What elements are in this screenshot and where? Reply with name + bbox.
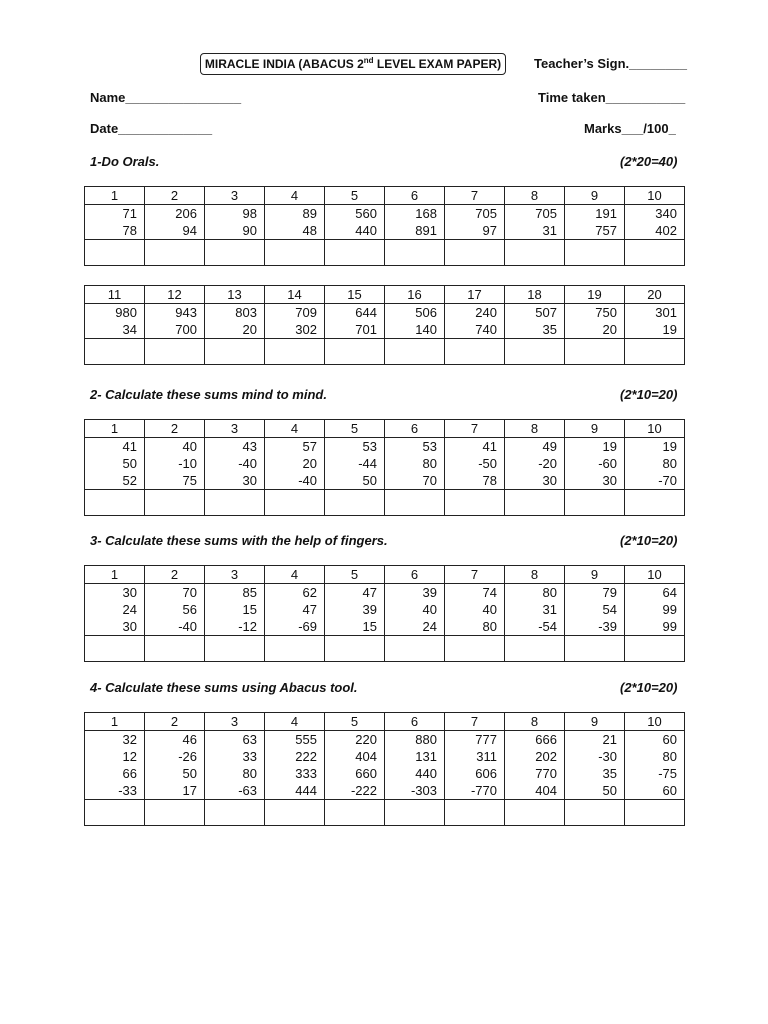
answer-cell [205, 636, 265, 662]
answer-cell [205, 339, 265, 365]
answer-cell [565, 339, 625, 365]
operand-cell: 202 [505, 748, 565, 765]
answer-cell [385, 490, 445, 516]
question-number: 4 [265, 566, 325, 584]
operand-cell: 222 [265, 748, 325, 765]
date-field: Date_____________ [90, 121, 213, 136]
question-number: 5 [325, 713, 385, 731]
answer-cell [265, 490, 325, 516]
operand-cell: 340 [625, 205, 685, 223]
teacher-sign-field: Teacher’s Sign.________ [534, 56, 687, 71]
operand-cell: 19 [625, 321, 685, 339]
operand-row [85, 618, 685, 636]
operand-cell: 78 [85, 222, 145, 240]
question-number: 6 [385, 566, 445, 584]
question-number: 1 [85, 187, 145, 205]
title-superscript: nd [363, 56, 374, 65]
operand-cell: 660 [325, 765, 385, 782]
question-number: 4 [265, 713, 325, 731]
operand-cell: 62 [265, 584, 325, 602]
answer-cell [445, 800, 505, 826]
operand-cell: 12 [85, 748, 145, 765]
operand-cell: 53 [385, 438, 445, 456]
operand-cell: 47 [325, 584, 385, 602]
operand-cell: -20 [505, 455, 565, 472]
answer-cell [145, 339, 205, 365]
operand-row [85, 765, 685, 782]
answer-cell [505, 339, 565, 365]
answer-cell [625, 490, 685, 516]
operand-cell: 60 [625, 782, 685, 800]
section-4-title: 4- Calculate these sums using Abacus tool. [90, 680, 358, 695]
answer-cell [565, 800, 625, 826]
question-number: 3 [205, 713, 265, 731]
question-number: 3 [205, 187, 265, 205]
operand-cell: 94 [145, 222, 205, 240]
operand-cell: -54 [505, 618, 565, 636]
operand-cell: 50 [565, 782, 625, 800]
operand-cell: 97 [445, 222, 505, 240]
operand-cell: 20 [265, 455, 325, 472]
operand-cell: 32 [85, 731, 145, 749]
operand-cell: 770 [505, 765, 565, 782]
question-number: 8 [505, 420, 565, 438]
operand-cell: 666 [505, 731, 565, 749]
answer-row [85, 490, 685, 516]
operand-row [85, 205, 685, 223]
operand-cell: 24 [385, 618, 445, 636]
operand-row [85, 782, 685, 800]
operand-cell: 140 [385, 321, 445, 339]
operand-cell: 70 [385, 472, 445, 490]
question-number: 10 [625, 187, 685, 205]
answer-cell [85, 240, 145, 266]
operand-cell: 54 [565, 601, 625, 618]
answer-cell [625, 240, 685, 266]
operand-cell: -63 [205, 782, 265, 800]
operand-cell: -40 [265, 472, 325, 490]
question-number-row [85, 420, 685, 438]
operand-cell: 80 [625, 455, 685, 472]
operand-cell: 57 [265, 438, 325, 456]
answer-cell [85, 339, 145, 365]
operand-cell: 705 [445, 205, 505, 223]
answer-cell [505, 800, 565, 826]
question-number: 16 [385, 286, 445, 304]
question-number: 2 [145, 566, 205, 584]
operand-cell: 301 [625, 304, 685, 322]
operand-cell: 705 [505, 205, 565, 223]
operand-cell: 803 [205, 304, 265, 322]
answer-cell [145, 636, 205, 662]
answer-cell [625, 339, 685, 365]
operand-cell: 20 [205, 321, 265, 339]
answer-cell [205, 240, 265, 266]
question-number: 7 [445, 566, 505, 584]
operand-cell: -75 [625, 765, 685, 782]
question-number: 9 [565, 713, 625, 731]
operand-row [85, 222, 685, 240]
answer-cell [565, 490, 625, 516]
question-number: 5 [325, 566, 385, 584]
operand-cell: 701 [325, 321, 385, 339]
operand-cell: 49 [505, 438, 565, 456]
question-number-row [85, 187, 685, 205]
operand-cell: 99 [625, 618, 685, 636]
question-number: 14 [265, 286, 325, 304]
operand-cell: 644 [325, 304, 385, 322]
operand-cell: 41 [445, 438, 505, 456]
operand-cell: -70 [625, 472, 685, 490]
answer-cell [145, 800, 205, 826]
question-number: 13 [205, 286, 265, 304]
operand-cell: 506 [385, 304, 445, 322]
operand-cell: 777 [445, 731, 505, 749]
answer-cell [445, 490, 505, 516]
answer-cell [385, 240, 445, 266]
operand-cell: 220 [325, 731, 385, 749]
operand-cell: 75 [145, 472, 205, 490]
mind-to-mind-table [84, 419, 685, 516]
question-number: 6 [385, 187, 445, 205]
question-number: 1 [85, 713, 145, 731]
operand-cell: 30 [205, 472, 265, 490]
operand-cell: 40 [385, 601, 445, 618]
question-number: 17 [445, 286, 505, 304]
operand-cell: 70 [145, 584, 205, 602]
operand-cell: 302 [265, 321, 325, 339]
operand-cell: 43 [205, 438, 265, 456]
operand-cell: 750 [565, 304, 625, 322]
operand-row [85, 748, 685, 765]
operand-row [85, 304, 685, 322]
operand-cell: 39 [325, 601, 385, 618]
operand-cell: 34 [85, 321, 145, 339]
question-number: 8 [505, 566, 565, 584]
answer-cell [85, 800, 145, 826]
operand-cell: 41 [85, 438, 145, 456]
section-1-title: 1-Do Orals. [90, 154, 160, 169]
operand-cell: 15 [325, 618, 385, 636]
section-2-marks: (2*10=20) [620, 387, 678, 402]
section-3-title: 3- Calculate these sums with the help of fingers. [90, 533, 388, 548]
answer-cell [205, 800, 265, 826]
operand-cell: 80 [385, 455, 445, 472]
operand-cell: 700 [145, 321, 205, 339]
operand-cell: 74 [445, 584, 505, 602]
operand-cell: 404 [505, 782, 565, 800]
operand-cell: 880 [385, 731, 445, 749]
answer-cell [85, 636, 145, 662]
question-number: 15 [325, 286, 385, 304]
answer-cell [505, 490, 565, 516]
answer-cell [445, 339, 505, 365]
operand-cell: 30 [505, 472, 565, 490]
answer-row [85, 800, 685, 826]
operand-cell: 90 [205, 222, 265, 240]
answer-cell [505, 240, 565, 266]
operand-row [85, 455, 685, 472]
question-number: 19 [565, 286, 625, 304]
operand-cell: 63 [205, 731, 265, 749]
operand-cell: 79 [565, 584, 625, 602]
operand-cell: -50 [445, 455, 505, 472]
operand-cell: 20 [565, 321, 625, 339]
operand-cell: 757 [565, 222, 625, 240]
section-1-marks: (2*20=40) [620, 154, 678, 169]
title-text: MIRACLE INDIA (ABACUS 2 [204, 57, 364, 71]
operand-cell: 440 [385, 765, 445, 782]
abacus-tool-table [84, 712, 685, 826]
question-number: 2 [145, 713, 205, 731]
question-number: 7 [445, 187, 505, 205]
operand-cell: -303 [385, 782, 445, 800]
operand-cell: 60 [625, 731, 685, 749]
answer-cell [265, 240, 325, 266]
operand-cell: -44 [325, 455, 385, 472]
question-number: 4 [265, 420, 325, 438]
section-2-title: 2- Calculate these sums mind to mind. [90, 387, 327, 402]
answer-cell [445, 240, 505, 266]
operand-cell: 53 [325, 438, 385, 456]
question-number: 2 [145, 187, 205, 205]
operand-cell: 56 [145, 601, 205, 618]
answer-cell [325, 339, 385, 365]
operand-cell: 31 [505, 601, 565, 618]
operand-cell: 15 [205, 601, 265, 618]
answer-cell [145, 240, 205, 266]
operand-cell: 24 [85, 601, 145, 618]
operand-cell: 89 [265, 205, 325, 223]
operand-cell: 31 [505, 222, 565, 240]
answer-cell [325, 800, 385, 826]
question-number: 9 [565, 187, 625, 205]
answer-cell [325, 636, 385, 662]
answer-cell [565, 240, 625, 266]
operand-cell: 50 [325, 472, 385, 490]
operand-cell: 98 [205, 205, 265, 223]
operand-cell: 131 [385, 748, 445, 765]
operand-cell: 555 [265, 731, 325, 749]
answer-cell [265, 800, 325, 826]
operand-cell: 50 [85, 455, 145, 472]
operand-cell: 99 [625, 601, 685, 618]
answer-cell [265, 339, 325, 365]
question-number: 4 [265, 187, 325, 205]
operand-cell: -60 [565, 455, 625, 472]
operand-cell: 17 [145, 782, 205, 800]
operand-cell: 891 [385, 222, 445, 240]
marks-field: Marks___/100_ [584, 121, 676, 136]
orals-table-2 [84, 285, 685, 365]
operand-cell: 33 [205, 748, 265, 765]
operand-cell: -30 [565, 748, 625, 765]
answer-cell [385, 636, 445, 662]
operand-cell: -26 [145, 748, 205, 765]
question-number: 18 [505, 286, 565, 304]
question-number: 3 [205, 420, 265, 438]
question-number: 5 [325, 420, 385, 438]
operand-cell: 943 [145, 304, 205, 322]
answer-cell [385, 339, 445, 365]
operand-cell: 80 [625, 748, 685, 765]
title-text-end: LEVEL EXAM PAPER) [373, 57, 502, 71]
answer-cell [265, 636, 325, 662]
answer-row [85, 240, 685, 266]
operand-cell: 606 [445, 765, 505, 782]
operand-cell: 19 [565, 438, 625, 456]
question-number: 8 [505, 187, 565, 205]
operand-cell: -10 [145, 455, 205, 472]
operand-cell: 21 [565, 731, 625, 749]
operand-row [85, 472, 685, 490]
answer-cell [625, 800, 685, 826]
operand-cell: 560 [325, 205, 385, 223]
operand-cell: 48 [265, 222, 325, 240]
question-number: 7 [445, 713, 505, 731]
operand-cell: 444 [265, 782, 325, 800]
operand-cell: 80 [205, 765, 265, 782]
operand-cell: 46 [145, 731, 205, 749]
answer-cell [385, 800, 445, 826]
operand-cell: -40 [205, 455, 265, 472]
question-number: 2 [145, 420, 205, 438]
operand-cell: 78 [445, 472, 505, 490]
question-number: 10 [625, 420, 685, 438]
fingers-table [84, 565, 685, 662]
operand-cell: 52 [85, 472, 145, 490]
operand-cell: 64 [625, 584, 685, 602]
question-number: 9 [565, 420, 625, 438]
question-number: 9 [565, 566, 625, 584]
answer-cell [325, 490, 385, 516]
answer-cell [625, 636, 685, 662]
question-number: 10 [625, 566, 685, 584]
operand-cell: 206 [145, 205, 205, 223]
operand-cell: 80 [445, 618, 505, 636]
operand-cell: 39 [385, 584, 445, 602]
operand-row [85, 584, 685, 602]
operand-cell: 191 [565, 205, 625, 223]
operand-cell: 40 [145, 438, 205, 456]
question-number: 20 [625, 286, 685, 304]
operand-cell: 19 [625, 438, 685, 456]
operand-cell: 980 [85, 304, 145, 322]
answer-cell [325, 240, 385, 266]
operand-cell: -770 [445, 782, 505, 800]
operand-cell: 168 [385, 205, 445, 223]
answer-cell [445, 636, 505, 662]
question-number: 7 [445, 420, 505, 438]
operand-cell: -222 [325, 782, 385, 800]
answer-cell [145, 490, 205, 516]
operand-cell: 30 [565, 472, 625, 490]
operand-cell: 440 [325, 222, 385, 240]
operand-cell: 85 [205, 584, 265, 602]
operand-cell: 66 [85, 765, 145, 782]
question-number: 10 [625, 713, 685, 731]
operand-cell: 35 [565, 765, 625, 782]
operand-cell: 311 [445, 748, 505, 765]
operand-cell: 30 [85, 584, 145, 602]
question-number: 12 [145, 286, 205, 304]
operand-row [85, 321, 685, 339]
question-number: 1 [85, 566, 145, 584]
operand-cell: 35 [505, 321, 565, 339]
answer-cell [565, 636, 625, 662]
operand-cell: 47 [265, 601, 325, 618]
operand-cell: 71 [85, 205, 145, 223]
question-number-row [85, 566, 685, 584]
exam-title [200, 53, 506, 75]
orals-table-1 [84, 186, 685, 266]
operand-row [85, 601, 685, 618]
question-number-row [85, 713, 685, 731]
operand-cell: 333 [265, 765, 325, 782]
operand-cell: 40 [445, 601, 505, 618]
operand-row [85, 438, 685, 456]
section-3-marks: (2*10=20) [620, 533, 678, 548]
question-number: 5 [325, 187, 385, 205]
operand-cell: -40 [145, 618, 205, 636]
operand-cell: -12 [205, 618, 265, 636]
answer-cell [85, 490, 145, 516]
operand-cell: 240 [445, 304, 505, 322]
name-field: Name________________ [90, 90, 242, 105]
operand-cell: 740 [445, 321, 505, 339]
question-number-row [85, 286, 685, 304]
question-number: 6 [385, 420, 445, 438]
operand-cell: -69 [265, 618, 325, 636]
operand-cell: 30 [85, 618, 145, 636]
question-number: 1 [85, 420, 145, 438]
question-number: 3 [205, 566, 265, 584]
operand-row [85, 731, 685, 749]
operand-cell: 709 [265, 304, 325, 322]
answer-row [85, 339, 685, 365]
operand-cell: 507 [505, 304, 565, 322]
operand-cell: 402 [625, 222, 685, 240]
answer-cell [205, 490, 265, 516]
question-number: 6 [385, 713, 445, 731]
answer-cell [505, 636, 565, 662]
operand-cell: 404 [325, 748, 385, 765]
operand-cell: -39 [565, 618, 625, 636]
section-4-marks: (2*10=20) [620, 680, 678, 695]
question-number: 11 [85, 286, 145, 304]
operand-cell: -33 [85, 782, 145, 800]
time-taken-field: Time taken___________ [538, 90, 686, 105]
answer-row [85, 636, 685, 662]
operand-cell: 80 [505, 584, 565, 602]
question-number: 8 [505, 713, 565, 731]
operand-cell: 50 [145, 765, 205, 782]
